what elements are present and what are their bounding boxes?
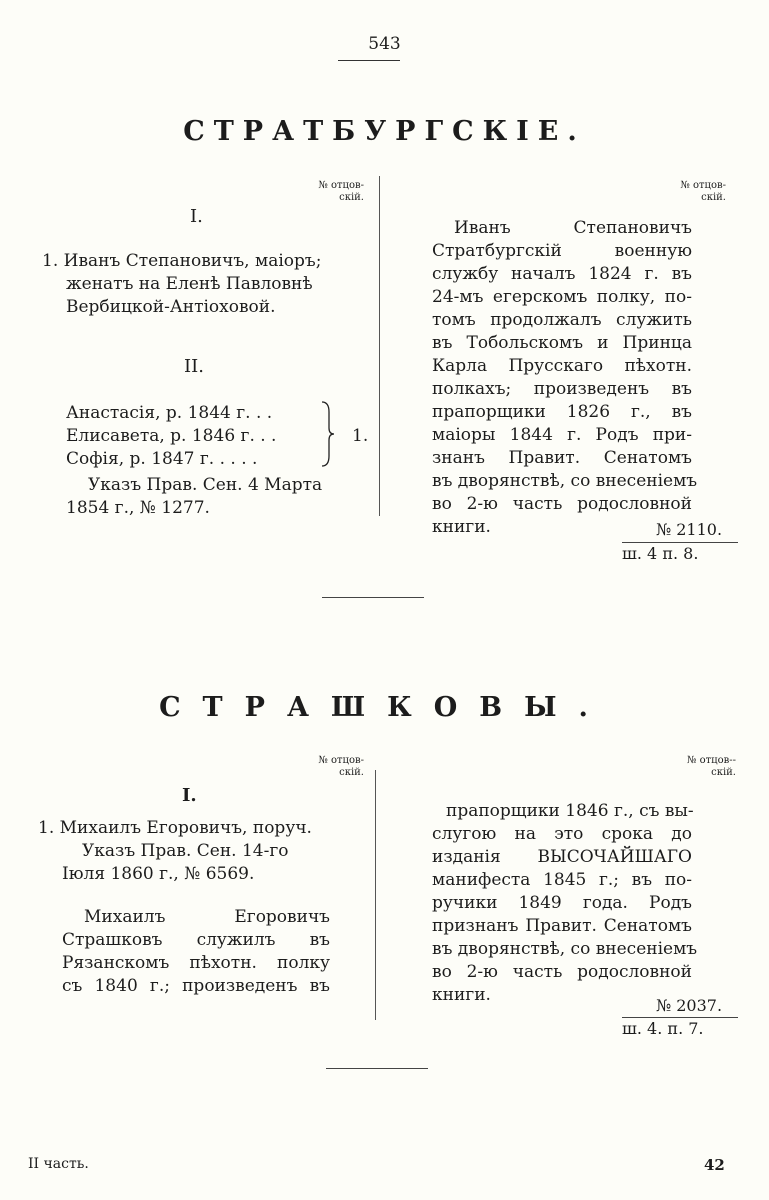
record-location-1: ш. 4 п. 8. <box>622 544 699 563</box>
generation-2-heading: II. <box>184 356 204 377</box>
biography-2-left: Михаилъ Егоровичъ Страшковъ служилъ въ Рязанскомъ пѣхотн. полку съ 1840 г.; произведенъ въ <box>62 907 330 996</box>
column-label-right: № отцов- скій. <box>680 180 726 203</box>
record-location-2: ш. 4. п. 7. <box>622 1019 704 1038</box>
section-title-strashkovy: СТРАШКОВЫ. <box>159 692 610 723</box>
column-divider <box>379 176 380 516</box>
record-rule-1 <box>622 542 738 543</box>
father-reference: 1. <box>352 426 369 446</box>
column-label-right-2: № отцов-- скій. <box>686 755 736 778</box>
record-rule-2 <box>622 1017 738 1018</box>
page-number: 543 <box>368 34 401 54</box>
footer-sheet-number: 42 <box>704 1156 725 1174</box>
section-separator-1 <box>322 597 424 598</box>
biography-2-right: прапорщики 1846 г., съ вы- слугою на это срока до изданія ВЫСОЧАЙШАГО манифеста 1845 г.; въ по- ручики 1849 года. Родъ признанъ Правит. Сенатомъ въ дворянствѣ, со внесеніемъ во 2-ю часть родословной книги. <box>432 801 698 1005</box>
biography-1: Иванъ Степановичъ Стратбургскій военную службу началъ 1824 г. въ 24-мъ егерскомъ полку, по- томъ продолжалъ служить въ Тобольскомъ и Принца Карла Прусскаго пѣхотн. полкахъ; произведенъ въ прапорщики 1826 г., въ маіоры 1844 г. Родъ при- знанъ Правит. Сенатомъ въ дворянствѣ, со внесеніемъ во 2-ю часть родословной книги. <box>432 218 698 537</box>
column-label-left: № отцов- скій. <box>318 180 364 203</box>
brace-icon <box>318 400 338 468</box>
column-divider-2 <box>375 770 376 1020</box>
record-number-2: № 2037. <box>656 996 723 1015</box>
generation-1-heading: I. <box>190 206 203 227</box>
record-number-1: № 2110. <box>656 520 723 539</box>
section-separator-2 <box>326 1068 428 1069</box>
page-number-rule <box>338 60 400 61</box>
generation-1-heading-2: I. <box>182 785 197 806</box>
section-title-stratburgskie: СТРАТБУРГСКІЕ. <box>183 116 586 147</box>
column-label-left-2: № отцов- скій. <box>318 755 364 778</box>
footer-part-label: II часть. <box>28 1156 89 1172</box>
